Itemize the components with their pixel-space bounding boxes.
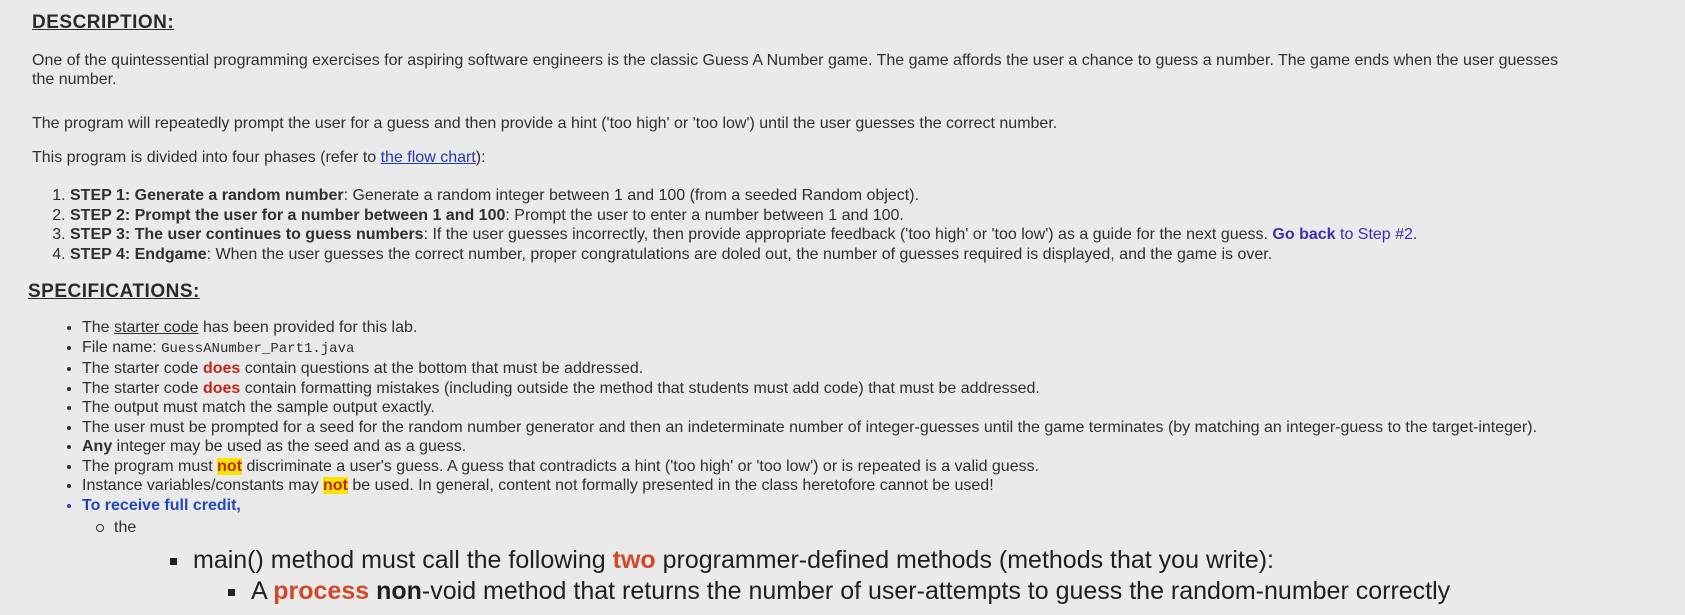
square-bullet-icon	[170, 558, 177, 565]
step-4-title: STEP 4: Endgame	[70, 245, 207, 263]
spec-file-name	[82, 338, 1682, 360]
description-paragraph-3	[32, 148, 486, 167]
proc-a: A	[251, 577, 274, 605]
spec-1-pre: The	[82, 319, 115, 336]
step-1	[70, 186, 1670, 206]
square-bullet-icon	[228, 589, 235, 596]
spec-seed: • The user must be prompted for a seed for the random number generator and then an indeterminate number of integer-guesses until the game terminates (by matching an integer-guess to the target-integer).	[82, 418, 1682, 438]
description-paragraph-1	[32, 51, 1558, 89]
spec-8-highlight: not	[217, 457, 243, 475]
spec-starter-code	[82, 318, 1682, 338]
step-3	[70, 225, 1670, 245]
spec-3-pre: The starter code	[82, 360, 203, 377]
spec-questions	[82, 359, 1682, 379]
spec-4-post: contain formatting mistakes (including outside the method that students must add code) that must be addressed.	[240, 379, 1040, 397]
description-paragraph-2: The program will repeatedly prompt the user for a guess and then provide a hint ('too high' or 'too low') until the user guesses the correct number.	[32, 115, 1058, 132]
spec-9-post: be used. In general, content not formally presented in the class heretofore cannot be used!	[347, 477, 994, 494]
spec-7-rest: integer may be used as the seed and as a guess.	[112, 438, 467, 455]
sub-the-text: the	[114, 519, 137, 536]
spec-8-pre: The program must	[82, 457, 218, 475]
description-heading: DESCRIPTION:	[32, 12, 175, 33]
step-1-text: : Generate a random integer between 1 and 100 (from a seeded Random object).	[343, 187, 920, 204]
spec-8-post: discriminate a user's guess. A guess that contradicts a hint ('too high' or 'too low') or is repeated is a valid guess.	[242, 457, 1040, 475]
spec-1-post: has been provided for this lab.	[198, 319, 418, 336]
spec-3-post: contain questions at the bottom that must be addressed.	[240, 360, 644, 377]
file-name: GuessANumber_Part1.java	[161, 340, 355, 357]
spec-instance-variables	[82, 476, 1682, 496]
main-two: two	[612, 546, 656, 574]
starter-code-link[interactable]: starter code	[114, 319, 199, 336]
step-3-text: : If the user guesses incorrectly, then provide appropriate feedback ('too high' or 'too low') as a guide for the next guess.	[423, 226, 1273, 243]
step-3-title: STEP 3: The user continues to guess numbers	[70, 226, 424, 243]
para3-text: This program is divided into four phases (refer to	[32, 149, 381, 166]
spec-full-credit: • To receive full credit,	[82, 496, 1682, 516]
main-post: programmer-defined methods (methods that you write):	[655, 546, 1274, 574]
spec-4-pre: The starter code	[82, 379, 203, 397]
spec-7-bold: Any	[82, 438, 113, 455]
spec-2-pre: File name:	[82, 338, 162, 356]
spec-output: • The output must match the sample output exactly.	[82, 398, 1682, 418]
steps-list	[40, 186, 1670, 264]
proc-process: process	[273, 577, 370, 605]
proc-post: -void method that returns the number of user-attempts to guess the random-number correctly	[421, 577, 1451, 605]
specifications-heading: SPECIFICATIONS:	[28, 281, 200, 302]
spec-9-highlight: not	[323, 477, 348, 494]
step-2	[70, 206, 1670, 226]
spec-9-pre: Instance variables/constants may	[82, 477, 324, 494]
step-1-title: STEP 1: Generate a random number	[70, 187, 344, 204]
main-pre: main() method must call the following	[193, 546, 613, 574]
flow-chart-link[interactable]: the flow chart	[380, 149, 476, 166]
step-4	[70, 245, 1670, 265]
step-2-title: STEP 2: Prompt the user for a number between 1 and 100	[70, 206, 506, 224]
step-2-text: : Prompt the user to enter a number between 1 and 100.	[505, 206, 904, 224]
sub-item-main-method	[170, 546, 1274, 575]
spec-4-emphasis: does	[202, 379, 241, 397]
specifications-list	[60, 318, 1682, 515]
spec-formatting	[82, 379, 1682, 399]
spec-3-emphasis: does	[202, 360, 241, 377]
sub-item-the	[96, 519, 136, 537]
step-4-text: : When the user guesses the correct number, proper congratulations are doled out, the number of guesses required is displayed, and the game is over.	[206, 245, 1273, 263]
spec-no-discrimination	[82, 457, 1682, 477]
go-back-text: Go back	[1272, 226, 1336, 243]
sub-item-process-method	[228, 577, 1450, 606]
circle-bullet-icon	[96, 524, 104, 532]
spec-any-integer	[82, 437, 1682, 457]
para3-text-end: ):	[475, 149, 486, 166]
go-back-step: to Step #2.	[1335, 226, 1418, 243]
proc-non: non	[376, 577, 422, 605]
para1-line2: the number.	[32, 71, 117, 88]
para1-line1: One of the quintessential programming exercises for aspiring software engineers is the classic Guess A Number game. The game affords the user a chance to guess a number. The game ends when the user guesses	[32, 52, 1559, 69]
